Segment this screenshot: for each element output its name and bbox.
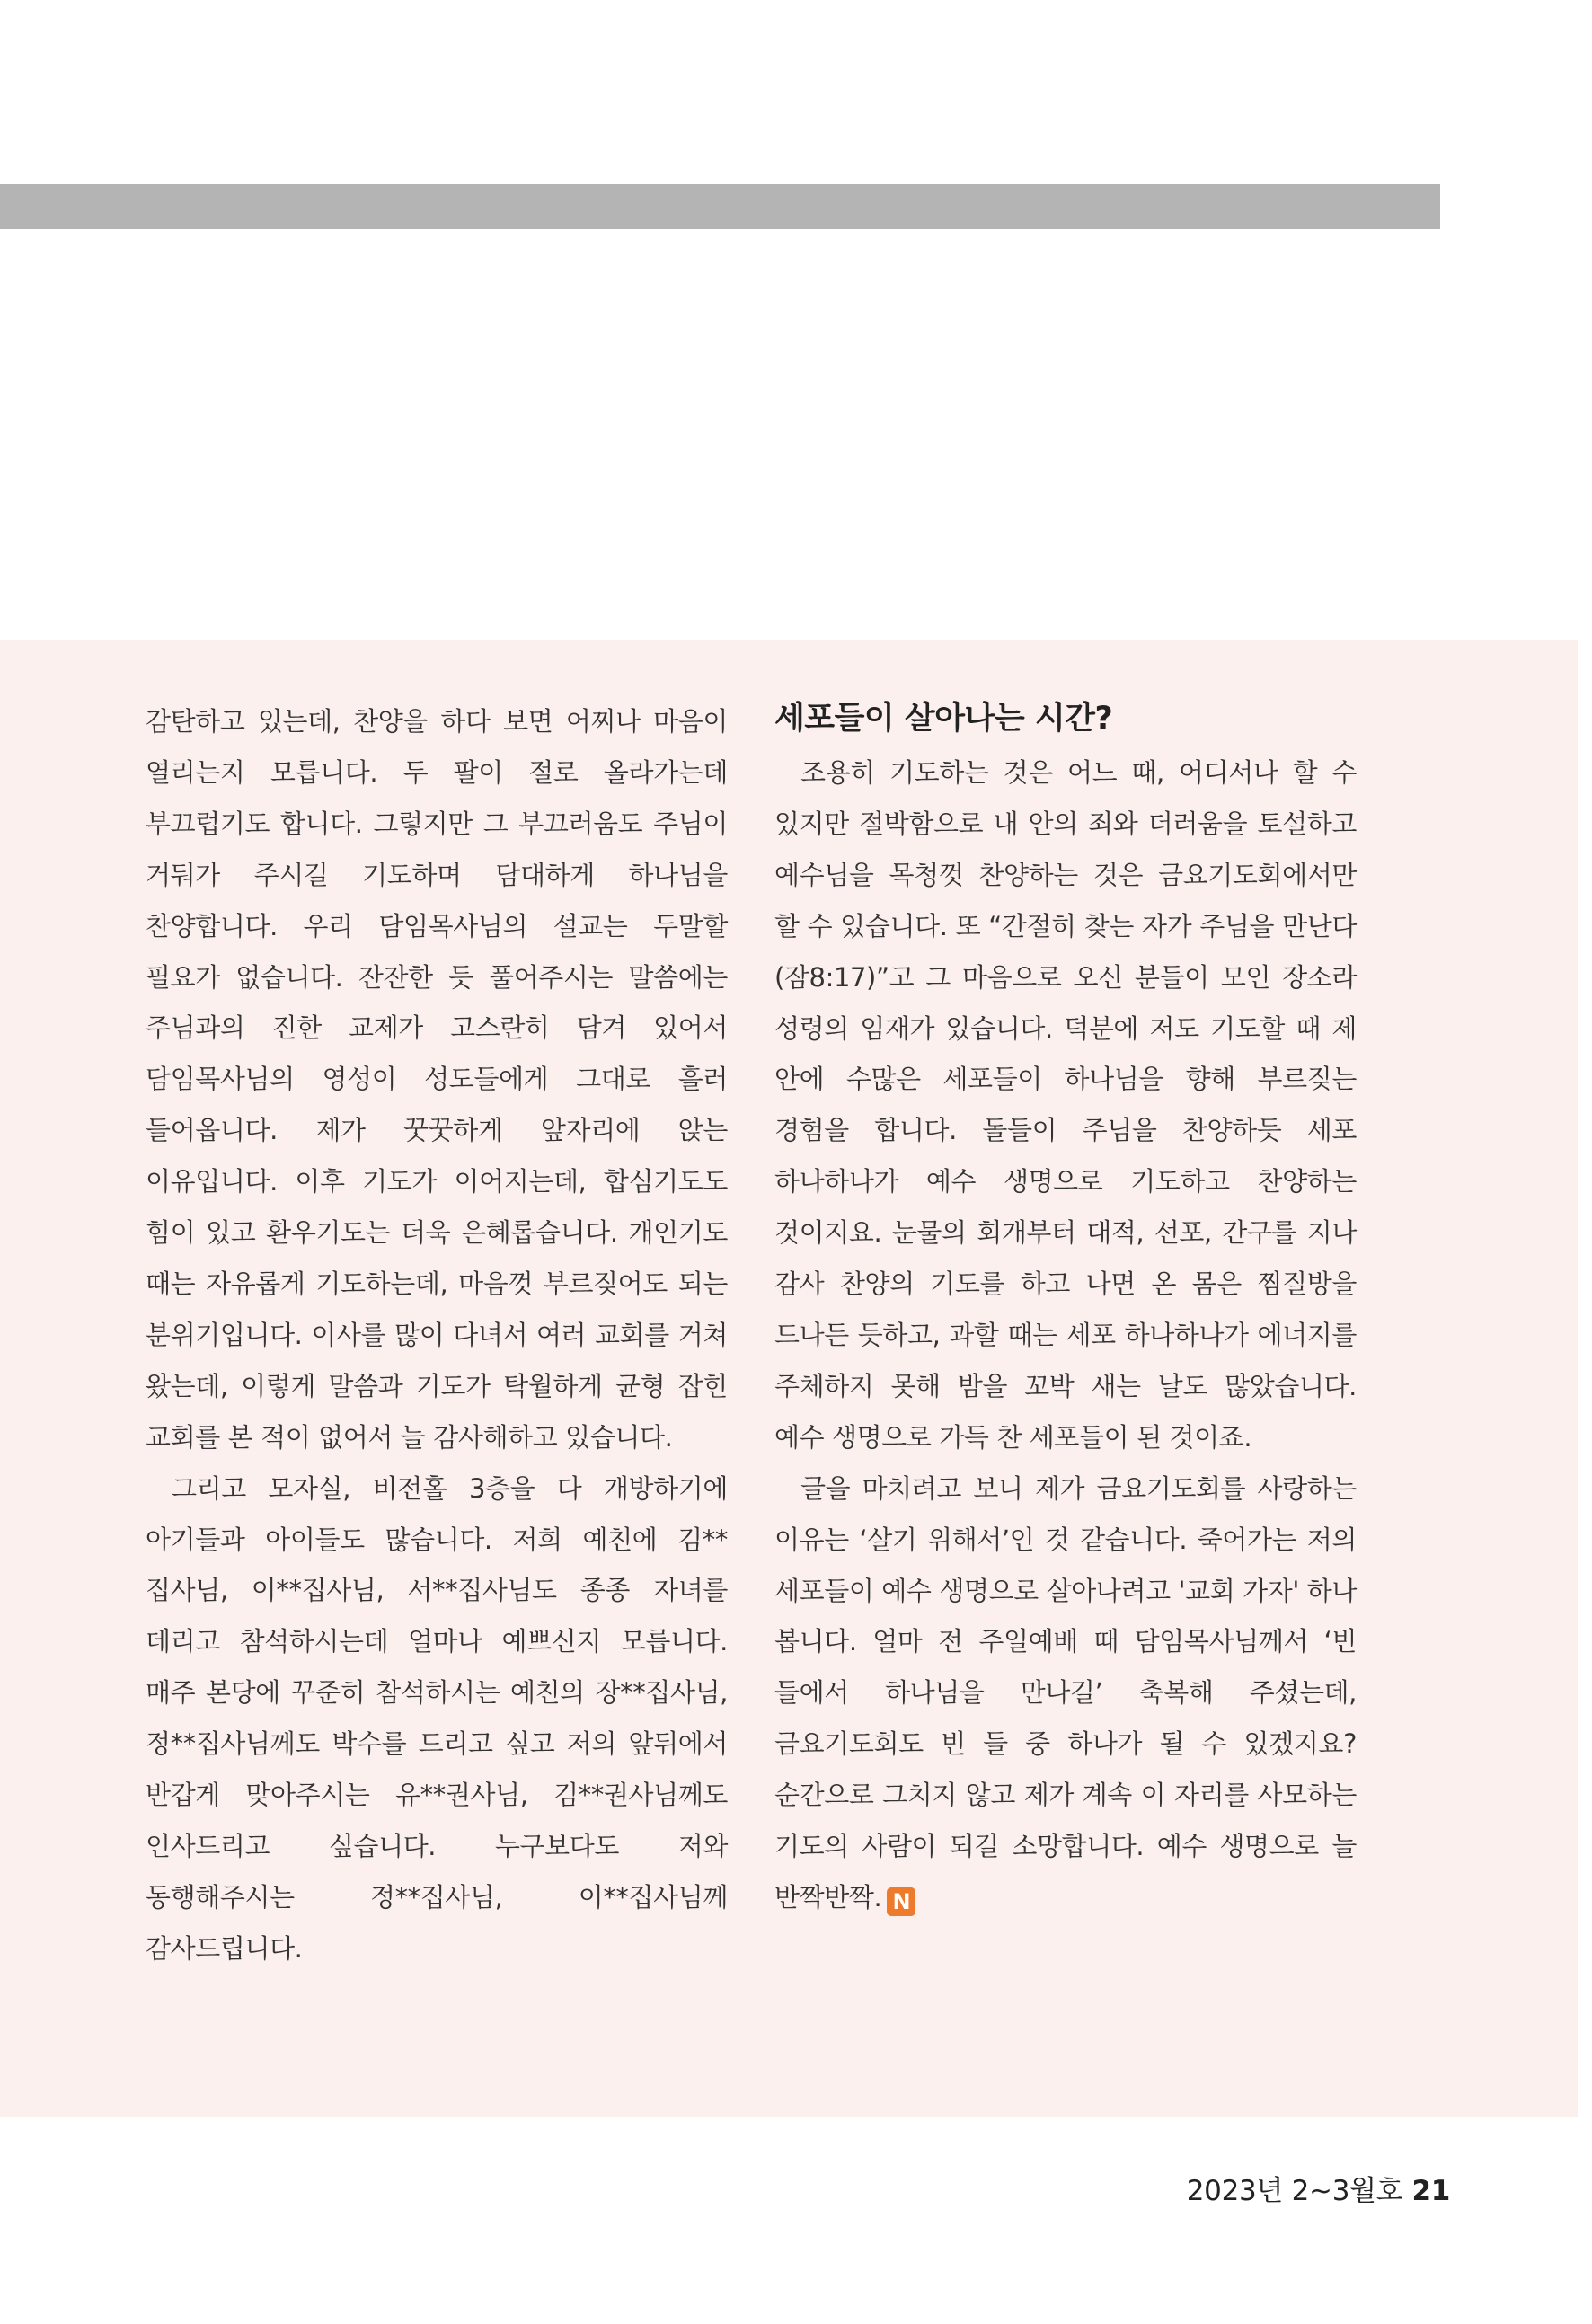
page-footer — [1187, 2168, 1450, 2208]
issue-label: 2023년 2~3월호 — [1186, 2175, 1403, 2207]
end-mark-icon: N — [887, 1887, 915, 1916]
left-paragraph-2: 그리고 모자실, 비전홀 3층을 다 개방하기에 아기들과 아이들도 많습니다. 저희 예친에 김**집사님, 이**집사님, 서**집사님도 종종 자녀를 데리고 참석하시는데 얼마나 예쁘신지 모릅니다. 매주 본당에 꾸준히 참석하시는 예친의 장**집사님, 정**집사님께도 박수를 드리고 싶고 저의 앞뒤에서 반갑게 맞아주시는 유**권사님, 김**권사님께도 인사드리고 싶습니다. 누구보다도 저와 동행해주시는 정**집사님, 이**집사님께 감사드립니다. — [146, 1472, 728, 1964]
section-heading: 세포들이 살아나는 시간? — [774, 701, 1113, 737]
page-number: 21 — [1411, 2175, 1450, 2207]
left-paragraph-1: 감탄하고 있는데, 찬양을 하다 보면 어찌나 마음이 열리는지 모릅니다. 두 팔이 절로 올라가는데 부끄럽기도 합니다. 그렇지만 그 부끄러움도 주님이 거둬가 주시길 기도하며 담대하게 하나님을 찬양합니다. 우리 담임목사님의 설교는 두말할 필요가 없습니다. 잔잔한 듯 풀어주시는 말씀에는 주님과의 진한 교제가 고스란히 담겨 있어서 담임목사님의 영성이 성도들에게 그대로 흘러 들어옵니다. 제가 꿋꿋하게 앞자리에 앉는 이유입니다. 이후 기도가 이어지는데, 합심기도도 힘이 있고 환우기도는 더욱 은혜롭습니다. 개인기도 때는 자유롭게 기도하는데, 마음껏 부르짖어도 되는 분위기입니다. 이사를 많이 다녀서 여러 교회를 거쳐 왔는데, 이렇게 말씀과 기도가 탁월하게 균형 잡힌 교회를 본 적이 없어서 늘 감사해하고 있습니다. — [146, 706, 728, 1453]
right-paragraph-2 — [774, 1463, 1357, 1923]
right-paragraph-1: 조용히 기도하는 것은 어느 때, 어디서나 할 수 있지만 절박함으로 내 안의 죄와 더러움을 토설하고 예수님을 목청껏 찬양하는 것은 금요기도회에서만 할 수 있습니다. 또 “간절히 찾는 자가 주님을 만난다(잠8:17)”고 그 마음으로 오신 분들이 모인 장소라 성령의 임재가 있습니다. 덕분에 저도 기도할 때 제 안에 수많은 세포들이 하나님을 향해 부르짖는 경험을 합니다. 돌들이 주님을 찬양하듯 세포 하나하나가 예수 생명으로 기도하고 찬양하는 것이지요. 눈물의 회개부터 대적, 선포, 간구를 지나 감사 찬양의 기도를 하고 나면 온 몸은 찜질방을 드나든 듯하고, 과할 때는 세포 하나하나가 에너지를 주체하지 못해 밤을 꼬박 새는 날도 많았습니다. 예수 생명으로 가득 찬 세포들이 된 것이죠. — [774, 757, 1357, 1453]
header-bar — [0, 184, 1440, 229]
right-paragraph-2-text: 글을 마치려고 보니 제가 금요기도회를 사랑하는 이유는 ‘살기 위해서’인 것 같습니다. 죽어가는 저의 세포들이 예수 생명으로 살아나려고 '교회 가자' 하나 봅니다. 얼마 전 주일예배 때 담임목사님께서 ‘빈 들에서 하나님을 만나길’ 축복해 주셨는데, 금요기도회도 빈 들 중 하나가 될 수 있겠지요? 순간으로 그치지 않고 제가 계속 이 자리를 사모하는 기도의 사람이 되길 소망합니다. 예수 생명으로 늘 반짝반짝. — [774, 1472, 1357, 1913]
left-column — [146, 696, 728, 1975]
right-column — [774, 694, 1357, 1923]
